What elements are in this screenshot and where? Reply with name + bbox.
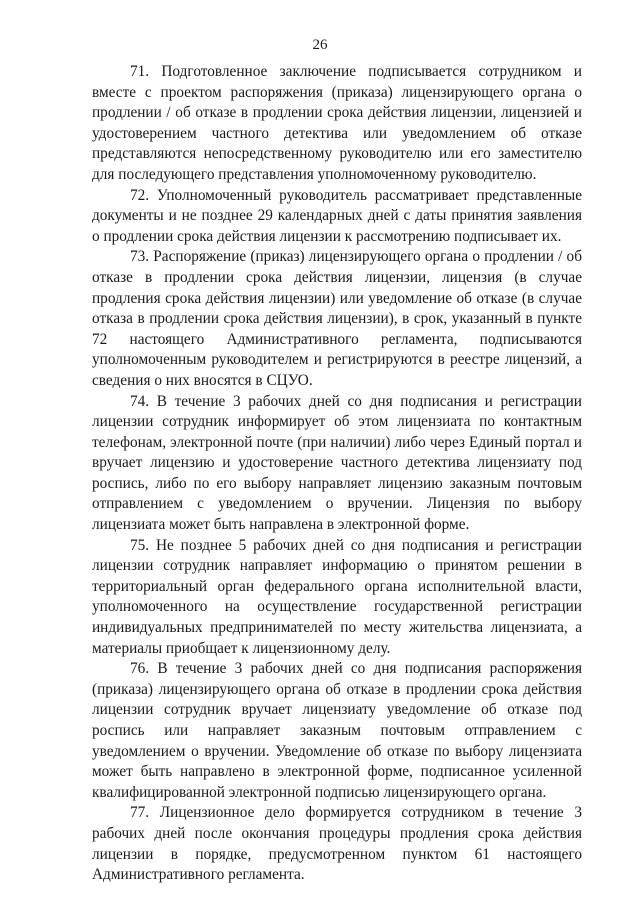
paragraph-74: 74. В течение 3 рабочих дней со дня подписания и регистрации лицензии сотрудник информирует об этом лицензиата по контактным телефонам, электронной почте (при наличии) либо через Единый портал и вручает лицензию и удостоверение частного детектива лицензиату под роспись, либо по его выбору направляет лицензию заказным почтовым отправлением с уведомлением о вручении. Лицензия по выбору лицензиата может быть направлена в электронной форме. <box>92 392 582 534</box>
page-number: 26 <box>312 37 328 53</box>
document-body <box>92 62 582 886</box>
paragraph-73: 73. Распоряжение (приказ) лицензирующего органа о продлении / об отказе в продлении срока действия лицензии, лицензия (в случае продления срока действия лицензии) или уведомление об отказе (в случае отказа в продлении срока действия лицензии), в срок, указанный в пункте 72 настоящего Административного регламента, подписываются уполномоченным руководителем и регистрируются в реестре лицензий, а сведения о них вносятся в СЦУО. <box>92 248 582 389</box>
paragraph-75: 75. Не позднее 5 рабочих дней со дня подписания и регистрации лицензии сотрудник направляет информацию о принятом решении в территориальный орган федерального органа исполнительной власти, уполномоченного на осуществление государственной регистрации индивидуальных предпринимателей по месту жительства лицензиата, а материалы приобщает к лицензионному делу. <box>92 536 582 657</box>
paragraph-76: 76. В течение 3 рабочих дней со дня подписания распоряжения (приказа) лицензирующего органа об отказе в продлении срока действия лицензии сотрудник вручает лицензиату уведомление об отказе под роспись или направляет заказным почтовым отправлением с уведомлением о вручении. Уведомление об отказе по выбору лицензиата может быть направлено в электронной форме, подписанное усиленной квалифицированной электронной подписью лицензирующего органа. <box>92 660 582 801</box>
paragraph-71: 71. Подготовленное заключение подписывается сотрудником и вместе с проектом распоряжения (приказа) лицензирующего органа о продлении / об отказе в продлении срока действия лицензии, лицензией и удостоверением частного детектива или уведомлением об отказе представляются непосредственному руководителю или его заместителю для последующего представления уполномоченному руководителю. <box>92 63 582 183</box>
paragraph-72: 72. Уполномоченный руководитель рассматривает представленные документы и не позднее 29 календарных дней с даты принятия заявления о продлении срока действия лицензии к рассмотрению подписывает их. <box>92 186 582 245</box>
paragraph-77: 77. Лицензионное дело формируется сотрудником в течение 3 рабочих дней после окончания процедуры продления срока действия лицензии в порядке, предусмотренном пунктом 61 настоящего Административного регламента. <box>92 804 582 884</box>
